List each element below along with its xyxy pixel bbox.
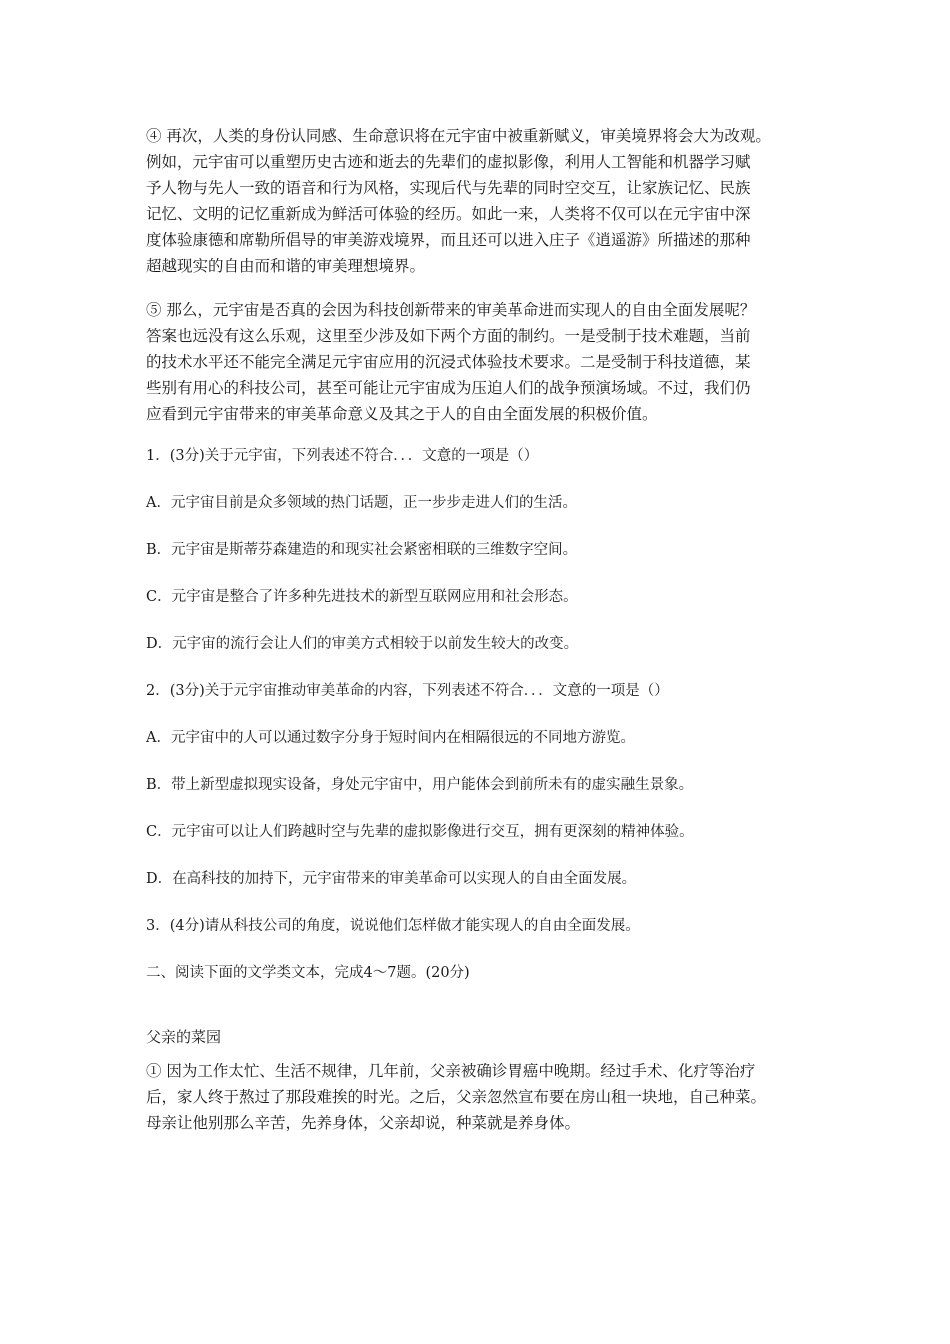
question-2-option-a: A．元宇宙中的人可以通过数字分身于短时间内在相隔很远的不同地方游览。	[146, 730, 635, 746]
text-line: 的技术水平还不能完全满足元宇宙应用的沉浸式体验技术要求。二是受制于科技道德，某	[146, 353, 751, 371]
question-3-stem: 3．(4分)请从科技公司的角度，说说他们怎样做才能实现人的自由全面发展。	[146, 918, 640, 934]
text-line: 度体验康德和席勒所倡导的审美游戏境界，而且还可以进入庄子《逍遥游》所描述的那种	[146, 231, 751, 249]
question-2-option-c: C．元宇宙可以让人们跨越时空与先辈的虚拟影像进行交互，拥有更深刻的精神体验。	[146, 824, 694, 840]
paragraph-5	[146, 297, 755, 427]
story-paragraph-1	[146, 1058, 766, 1136]
question-1-option-d: D．元宇宙的流行会让人们的审美方式相较于以前发生较大的改变。	[146, 636, 579, 652]
text-line: 些别有用心的科技公司，甚至可能让元宇宙成为压迫人们的战争预演场域。不过，我们仍	[146, 379, 751, 397]
text-line: 后，家人终于熬过了那段难挨的时光。之后，父亲忽然宣布要在房山租一块地，自己种菜。	[146, 1088, 767, 1106]
question-1-option-c: C．元宇宙是整合了许多种先进技术的新型互联网应用和社会形态。	[146, 589, 578, 605]
text-line: ⑤ 那么，元宇宙是否真的会因为科技创新带来的审美革命进而实现人的自由全面发展呢？	[146, 301, 756, 319]
text-line: ① 因为工作太忙、生活不规律，几年前，父亲被确诊胃癌中晚期。经过手术、化疗等治疗	[146, 1062, 756, 1080]
question-1-stem: 1．(3分)关于元宇宙，下列表述不符合．．．文意的一项是（）	[146, 448, 539, 464]
question-2-option-d: D．在高科技的加持下，元宇宙带来的审美革命可以实现人的自由全面发展。	[146, 871, 637, 887]
questions-section	[146, 443, 694, 986]
text-line: 记忆、文明的记忆重新成为鲜活可体验的经历。如此一来，人类将不仅可以在元宇宙中深	[146, 205, 751, 223]
story-title: 父亲的菜园	[146, 1028, 222, 1046]
question-2-option-b: B．带上新型虚拟现实设备，身处元宇宙中，用户能体会到前所未有的虚实融生景象。	[146, 777, 694, 793]
paragraph-4	[146, 123, 771, 279]
text-line: 母亲让他别那么辛苦，先养身体，父亲却说，种菜就是养身体。	[146, 1114, 581, 1132]
text-line: 应看到元宇宙带来的审美革命意义及其之于人的自由全面发展的积极价值。	[146, 405, 658, 423]
text-line: 予人物与先人一致的语音和行为风格，实现后代与先辈的同时空交互，让家族记忆、民族	[146, 179, 751, 197]
text-line: 答案也远没有这么乐观，这里至少涉及如下两个方面的制约。一是受制于技术难题，当前	[146, 327, 751, 345]
text-line: ④ 再次，人类的身份认同感、生命意识将在元宇宙中被重新赋义，审美境界将会大为改观。	[146, 127, 771, 145]
question-1-option-a: A．元宇宙目前是众多领域的热门话题，正一步步走进人们的生活。	[146, 495, 577, 511]
section-2-heading: 二、阅读下面的文学类文本，完成4～7题。(20分)	[146, 965, 470, 981]
question-1-option-b: B．元宇宙是斯蒂芬森建造的和现实社会紧密相联的三维数字空间。	[146, 542, 578, 558]
question-2-stem: 2．(3分)关于元宇宙推动审美革命的内容，下列表述不符合．．．文意的一项是（）	[146, 683, 669, 699]
text-line: 例如，元宇宙可以重塑历史古迹和逝去的先辈们的虚拟影像，利用人工智能和机器学习赋	[146, 153, 751, 171]
text-line: 超越现实的自由而和谐的审美理想境界。	[146, 257, 426, 275]
